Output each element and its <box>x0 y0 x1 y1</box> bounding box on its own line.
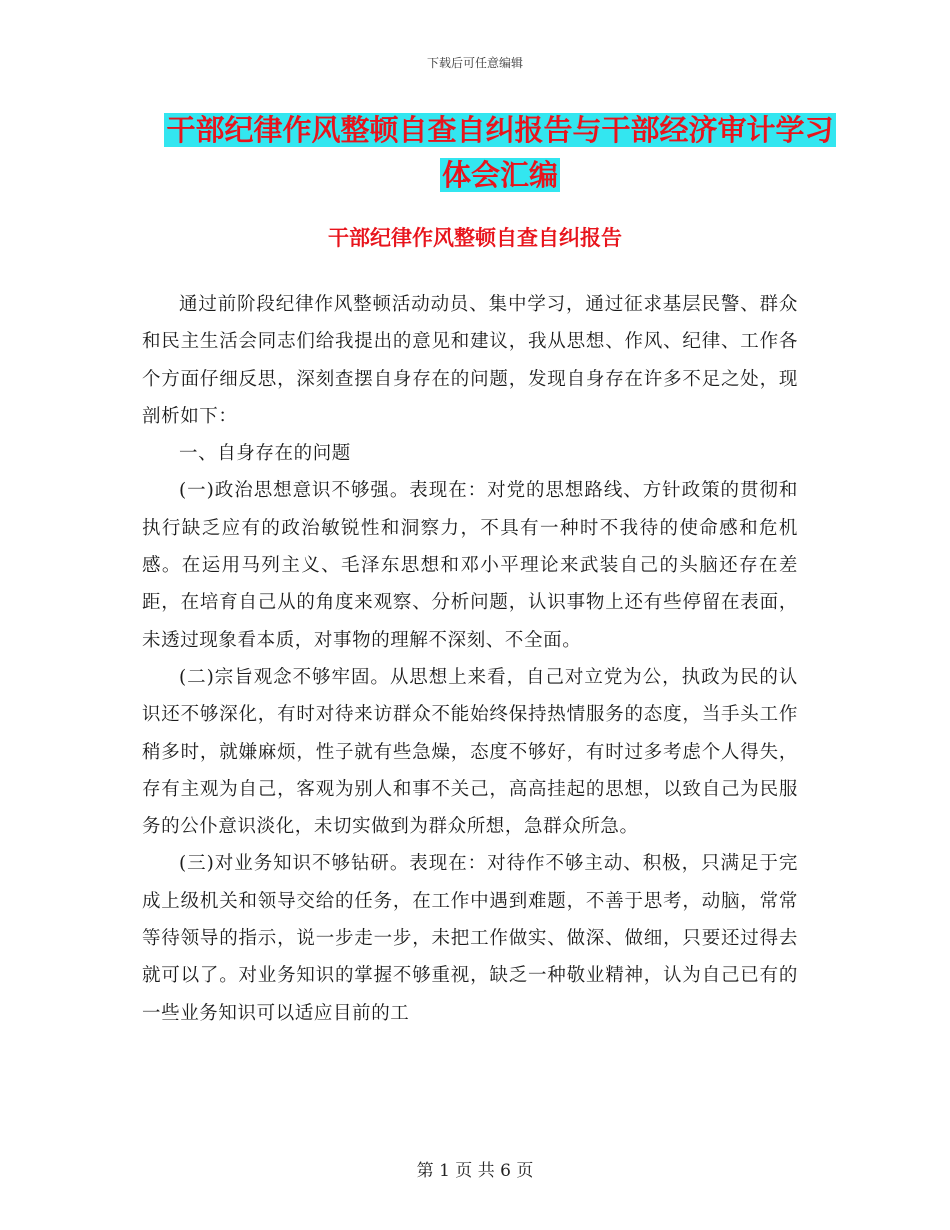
paragraph-point-3: (三)对业务知识不够钻研。表现在：对待作不够主动、积极，只满足于完成上级机关和领导交给的任务，在工作中遇到难题，不善于思考，动脑，常常等待领导的指示，说一步走一步，未把工作做实、做深、做细，只要还过得去就可以了。对业务知识的掌握不够重视，缺乏一种敬业精神，认为自己已有的一些业务知识可以适应目前的工 <box>142 853 798 1024</box>
document-title <box>140 108 860 198</box>
page-header-note: 下载后可任意编辑 <box>426 56 523 70</box>
document-title-line-1: 干部纪律作风整顿自查自纠报告与干部经济审计学习 <box>166 113 834 147</box>
document-body <box>142 286 798 1032</box>
heading-problems: 一、自身存在的问题 <box>179 443 351 465</box>
page-number-footer: 第 1 页 共 6 页 <box>416 1161 534 1181</box>
paragraph-point-1: (一)政治思想意识不够强。表现在：对党的思想路线、方针政策的贯彻和执行缺乏应有的政治敏锐性和洞察力，不具有一种时不我待的使命感和危机感。在运用马列主义、毛泽东思想和邓小平理论来武装自己的头脑还存在差距，在培育自己从的角度来观察、分析问题，认识事物上还有些停留在表面，未透过现象看本质，对事物的理解不深刻、不全面。 <box>142 480 798 651</box>
document-title-line-2: 体会汇编 <box>441 158 558 192</box>
paragraph-intro: 通过前阶段纪律作风整顿活动动员、集中学习，通过征求基层民警、群众和民主生活会同志们给我提出的意见和建议，我从思想、作风、纪律、工作各个方面仔细反思，深刻查摆自身存在的问题，发现自身存在许多不足之处，现剖析如下： <box>142 294 798 427</box>
section-title: 干部纪律作风整顿自查自纠报告 <box>328 226 622 250</box>
paragraph-point-2: (二)宗旨观念不够牢固。从思想上来看，自己对立党为公，执政为民的认识还不够深化，有时对待来访群众不能始终保持热情服务的态度，当手头工作稍多时，就嫌麻烦，性子就有些急燥，态度不够好，有时过多考虑个人得失，存有主观为自己，客观为别人和事不关己，高高挂起的思想，以致自己为民服务的公仆意识淡化，未切实做到为群众所想，急群众所急。 <box>142 666 798 838</box>
